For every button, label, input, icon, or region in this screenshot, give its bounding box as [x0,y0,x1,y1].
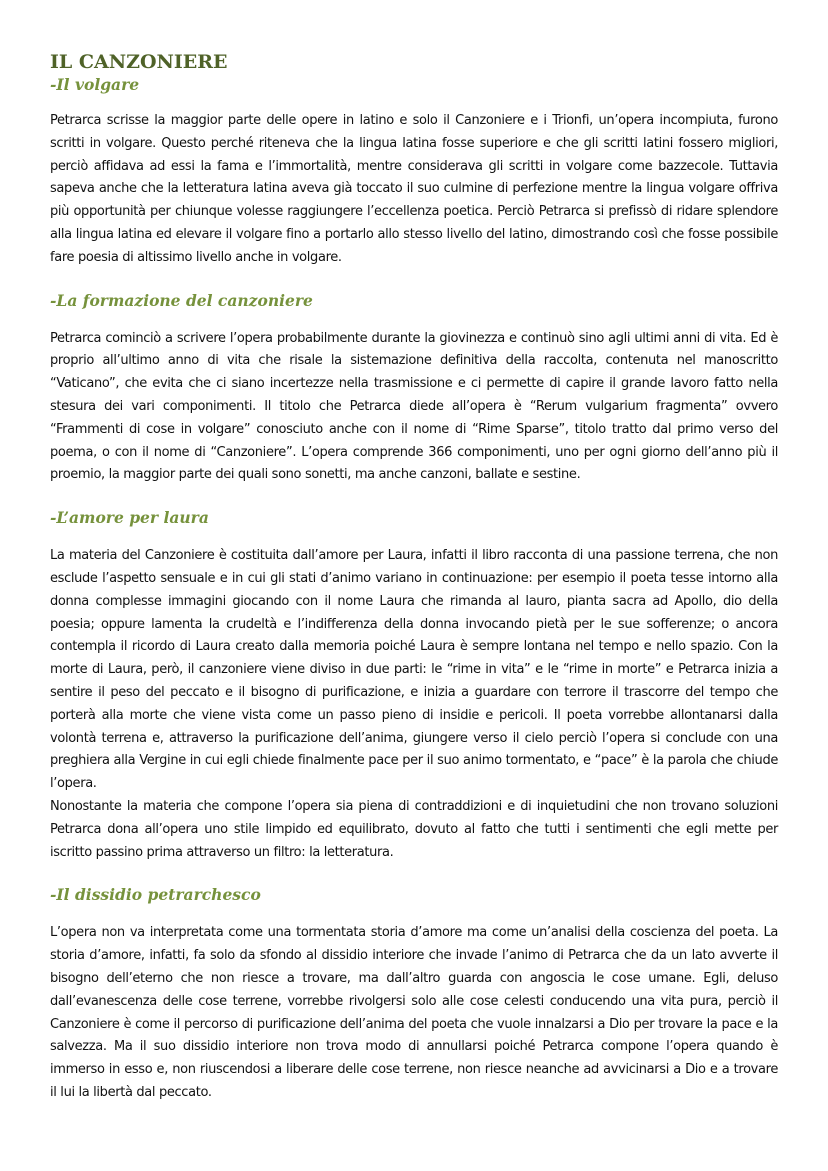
section-heading-volgare: -Il volgare [50,75,140,94]
section-heading-amore-laura: -L’amore per laura [50,508,209,528]
document-title: IL CANZONIERE [50,51,228,73]
section-heading-formazione: -La formazione del canzoniere [50,290,313,310]
section-heading-dissidio: -Il dissidio petrarchesco [50,885,261,905]
paragraph-formazione: Petrarca cominciò a scrivere l’opera probabilmente durante la giovinezza e continuò sino agli ultimi anni di vita. Ed è proprio all’ultimo anno di vita che risale la sistemazione definitiva della raccolta, contenuta nel manoscritto “Vaticano”, che evita che ci siano incertezze nella trasmissione e ci permette di capire il grande lavoro fatto nella stesura dei vari componimenti. Il titolo che Petrarca diede all’opera è “Rerum vulgarium fragmenta” ovvero “Frammenti di cose in volgare” conosciuto anche con il nome di “Rime Sparse”, titolo tratto dal primo verso del poema, o con il nome di “Canzoniere”. L’opera comprende 366 componimenti, uno per ogni giorno dell’anno più il proemio, la maggior parte dei quali sono sonetti, ma anche canzoni, ballate e sestine. [50,330,778,483]
document-page [50,50,778,1105]
paragraph-amore-laura-2: Nonostante la materia che compone l’opera sia piena di contraddizioni e di inquietudini che non trovano soluzioni Petrarca dona all’opera uno stile limpido ed equilibrato, dovuto al fatto che tutti i sentimenti che egli mette per iscritto passino prima attraverso un filtro: la letteratura. [50,798,778,860]
paragraph-volgare: Petrarca scrisse la maggior parte delle opere in latino e solo il Canzoniere e i Trionfi, un’opera incompiuta, furono scritti in volgare. Questo perché riteneva che la lingua latina fosse superiore e che gli scritti latini fossero migliori, perciò affidava ad essi la fama e l’immortalità, mentre considerava gli scritti in volgare come bazzecole. Tuttavia sapeva anche che la letteratura latina aveva già toccato il suo culmine di perfezione mentre la lingua volgare offriva più opportunità per chiunque volesse raggiungere l’eccellenza poetica. Perciò Petrarca si prefissò di ridare splendore alla lingua latina ed elevare il volgare fino a portarlo allo stesso livello del latino, dimostrando così che fosse possibile fare poesia di altissimo livello anche in volgare. [50,113,778,265]
paragraph-dissidio: L’opera non va interpretata come una tormentata storia d’amore ma come un’analisi della coscienza del poeta. La storia d’amore, infatti, fa solo da sfondo al dissidio interiore che invade l’animo di Petrarca che da un lato avverte il bisogno dell’eterno che non riesce a trovare, ma dall’altro guarda con angoscia le cose umane. Egli, deluso dall’evanescenza delle cose terrene, vorrebbe rivolgersi solo alle cose celesti conducendo una vita pura, perciò il Canzoniere è come il percorso di purificazione dell’anima del poeta che vuole innalzarsi a Dio per trovare la pace e la salvezza. Ma il suo dissidio interiore non trova modo di annullarsi poiché Petrarca compone l’opera quando è immerso in esso e, non riuscendosi a liberare delle cose terrene, non riesce neanche ad avvicinarsi a Dio e a trovare il lui la libertà dal peccato. [50,925,778,1100]
paragraph-amore-laura-1: La materia del Canzoniere è costituita dall’amore per Laura, infatti il libro racconta di una passione terrena, che non esclude l’aspetto sensuale e in cui gli stati d’animo variano in continuazione: per esempio il poeta tesse intorno alla donna complesse immagini giocando con il nome Laura che rimanda al lauro, pianta sacra ad Apollo, dio della poesia; oppure lamenta la crudeltà e l’indifferenza della donna invocando pietà per le sue sofferenze; o ancora contempla il ricordo di Laura creato dalla memoria poiché Laura è sempre lontana nel tempo e nello spazio. Con la morte di Laura, però, il canzoniere viene diviso in due parti: le “rime in vita” e le “rime in morte” e Petrarca inizia a sentire il peso del peccato e il bisogno di purificazione, e inizia a guardare con terrore il trascorre del tempo che porterà alla morte che viene vista come un passo pieno di insidie e pericoli. Il poeta vorrebbe allontanarsi dalla volontà terrena e, attraverso la purificazione dell’anima, giungere verso il cielo perciò l’opera si conclude con una preghiera alla Vergine in cui egli chiede finalmente pace per il suo animo tormentato, e “pace” è la parola che chiude l’opera. [50,548,778,792]
